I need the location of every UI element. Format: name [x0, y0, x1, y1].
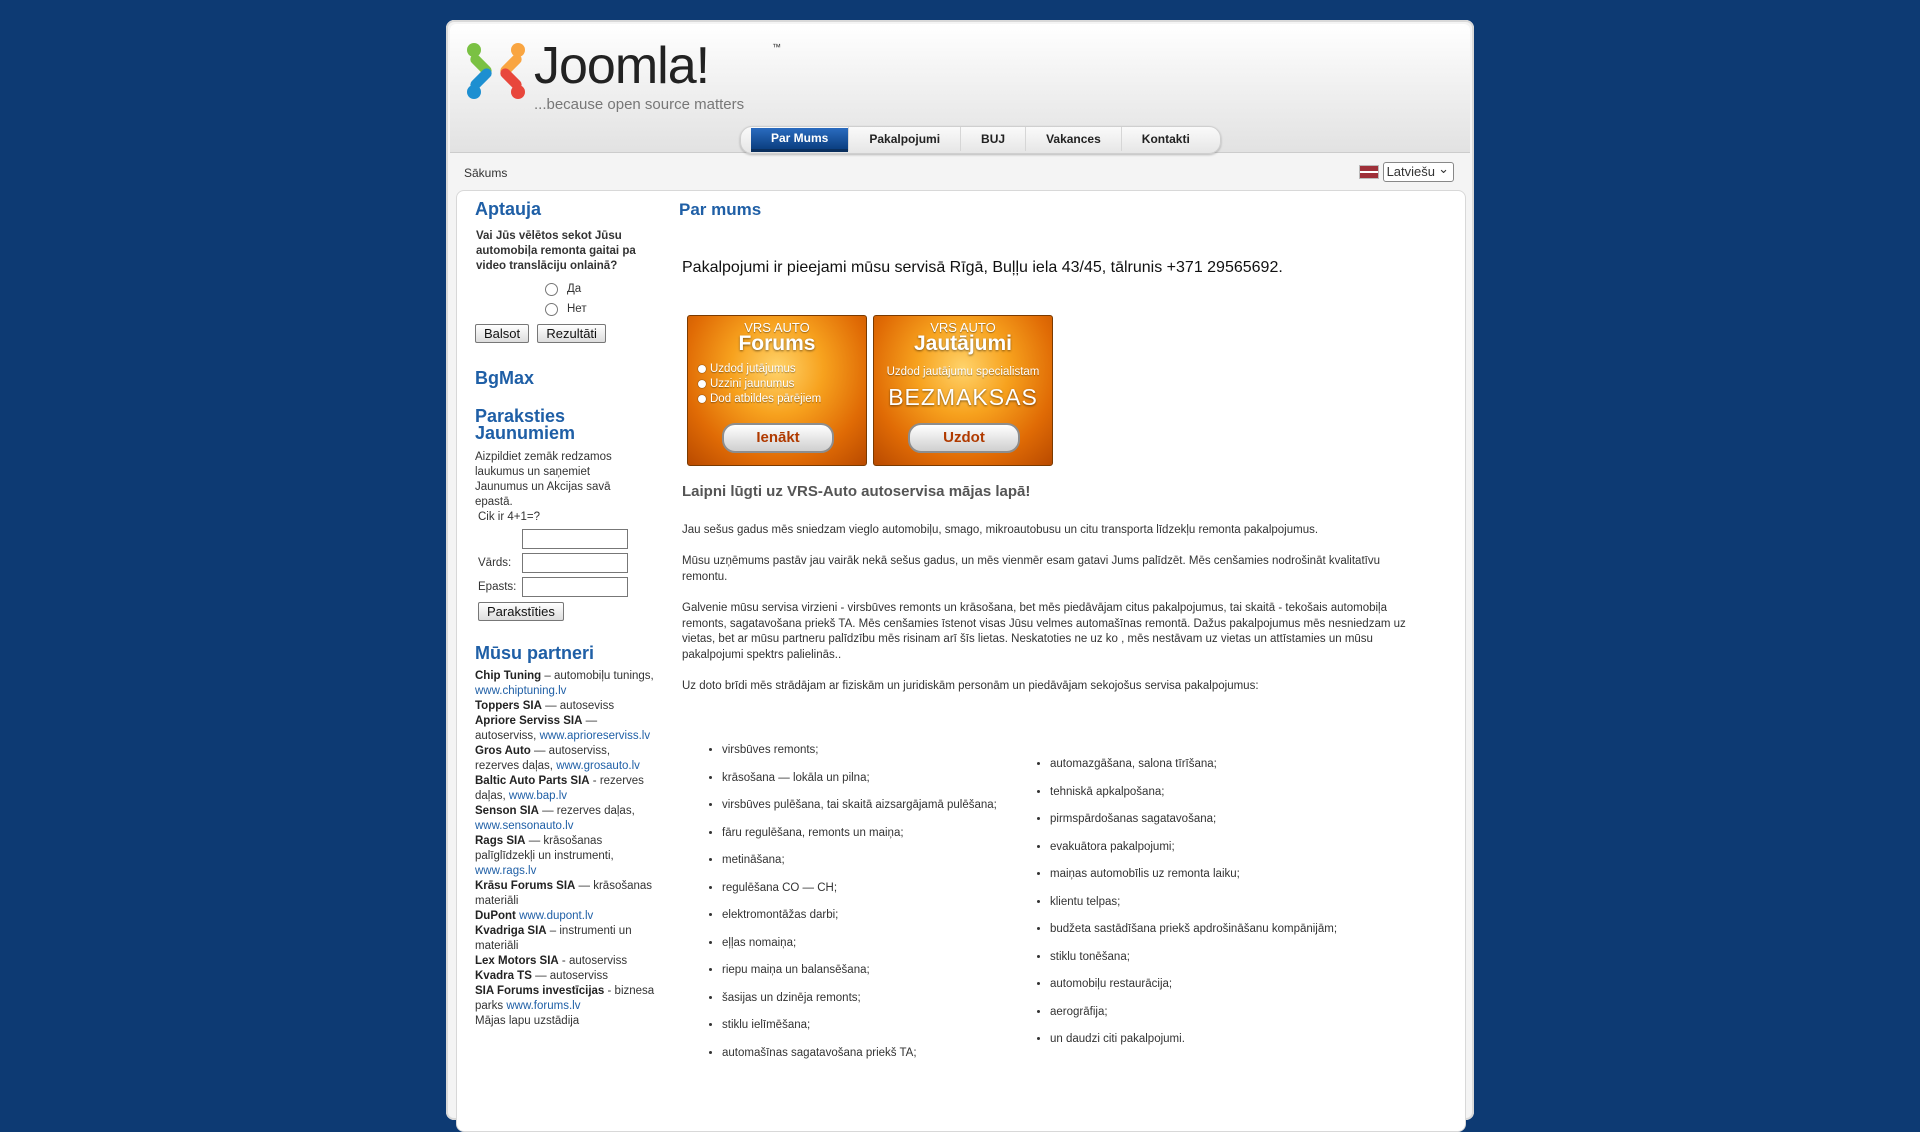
partner-item: [475, 924, 655, 954]
nav-item-buj[interactable]: BUJ: [960, 127, 1025, 151]
radio-button[interactable]: [545, 283, 558, 296]
main-content: [679, 197, 1439, 1059]
partner-item: [475, 879, 655, 909]
partner-link[interactable]: www.bap.lv: [508, 790, 568, 802]
paragraph: Jau sešus gadus mēs sniedzam vieglo automobiļu, smago, mikroautobusu un citu transporta līdzekļu remonta pakalpojumus.: [682, 524, 1319, 536]
partner-description: — autoserviss: [531, 970, 608, 982]
name-label: Vārds:: [478, 556, 512, 569]
service-item: • automobiļu restaurācija;: [1050, 977, 1470, 992]
service-item: • klientu telpas;: [1050, 895, 1470, 910]
banner-bullet: Uzzini jaunumus: [698, 377, 866, 392]
service-item: • krāsošana — lokāla un pilna;: [722, 771, 1052, 786]
banner-brand: VRS AUTO: [930, 320, 996, 335]
banner-free: BEZMAKSAS: [888, 384, 1038, 410]
partner-description: - rezerves daļas,: [475, 775, 644, 802]
paragraph: Galvenie mūsu servisa virzieni - virsbūves remonts un krāsošana, bet mēs piedāvājam citus pakalpojumus, tai skaitā - tekošais automobiļa remonts, sagatavošana priekš TA. Mēs cenšamies īstenot visas Jūsu velmes automašīnas remontā. Dažus pakalpojumus mēs nesniedzam uz vietas, bet ar mūsu partneru palīdzību mēs risinam arī šīs lietas. Neskatoties ne uz ko , mēs nestāvam uz vietas un attīstamies un mūsu pakalpojumi spektrs palielinās..: [682, 602, 1406, 661]
forum-banner[interactable]: [687, 315, 867, 466]
poll-option-2[interactable]: [545, 302, 657, 317]
services-list-left: [679, 743, 1052, 1073]
partners-title: Mūsu partneri: [475, 643, 595, 663]
partner-description: - autoserviss: [558, 955, 628, 967]
banner-title: Forums: [738, 332, 816, 355]
partners-list: [475, 669, 655, 1014]
service-item: • virsbūves remonts;: [722, 743, 1052, 758]
partner-description: — autoserviss,: [475, 715, 598, 742]
partner-item: [475, 699, 655, 714]
partner-link[interactable]: www.dupont.lv: [519, 910, 594, 922]
banner-bullet: Dod atbildes pārējiem: [698, 392, 866, 407]
paragraph: Mūsu uzņēmums pastāv jau vairāk nekā sešus gadus, un mēs vienmēr esam gatavi Jums palīdzēt. Mēs cenšamies nodrošināt kvalitatīvu remontu.: [682, 555, 1380, 583]
partner-link[interactable]: www.forums.lv: [506, 1000, 581, 1012]
partner-item: [475, 969, 655, 984]
partner-name: Gros Auto: [475, 745, 531, 757]
service-item: • virsbūves pulēšana, tai skaitā aizsargājamā pulēšana;: [722, 798, 1052, 813]
partner-item: [475, 744, 655, 774]
partner-name: Kvadriga SIA: [475, 925, 547, 937]
partner-name: SIA Forums investīcijas: [475, 985, 605, 997]
captcha-input[interactable]: [522, 529, 628, 549]
partner-item: [475, 984, 655, 1014]
content-area: [456, 190, 1466, 1132]
partner-item: [475, 804, 655, 834]
vote-button[interactable]: Balsot: [475, 324, 529, 343]
partner-description: – instrumenti un materiāli: [475, 925, 632, 952]
newsletter-title: Paraksties Jaunumiem: [475, 406, 576, 443]
nav-item-kontakti[interactable]: Kontakti: [1121, 127, 1210, 151]
poll-option-label: Да: [567, 283, 582, 295]
partner-item: [475, 774, 655, 804]
partner-description: – automobiļu tunings,: [541, 670, 654, 682]
logo-trademark: ™: [772, 42, 781, 52]
partner-link[interactable]: www.sensonauto.lv: [475, 820, 574, 832]
bgmax-title: BgMax: [475, 368, 535, 388]
partner-item: [475, 834, 655, 879]
joomla-logo[interactable]: [464, 36, 784, 122]
services-list-right: [1007, 757, 1470, 1060]
service-item: • automazgāšana, salona tīrīšana;: [1050, 757, 1470, 772]
radio-button[interactable]: [545, 303, 558, 316]
service-item: • aerogrāfija;: [1050, 1005, 1470, 1020]
partner-description: — autoseviss: [541, 700, 615, 712]
email-input[interactable]: [522, 577, 628, 597]
captcha-label: Cik ir 4+1=?: [478, 511, 541, 523]
latvia-flag-icon: [1359, 165, 1379, 179]
service-item: • šasijas un dzinēja remonts;: [722, 991, 1052, 1006]
main-nav: [740, 126, 1221, 154]
partner-name: Toppers SIA: [475, 700, 542, 712]
service-item: • metināšana;: [722, 853, 1052, 868]
logo-tagline: ...because open source matters: [534, 96, 745, 113]
logo-wordmark: Joomla!: [534, 37, 710, 95]
partners-footer: Mājas lapu uzstādija: [475, 1015, 580, 1027]
partner-item: [475, 714, 655, 744]
partner-name: Chip Tuning: [475, 670, 542, 682]
service-item: • elektromontāžas darbi;: [722, 908, 1052, 923]
partner-item: [475, 954, 655, 969]
partner-name: Baltic Auto Parts SIA: [475, 775, 590, 787]
service-item: • stiklu ielīmēšana;: [722, 1018, 1052, 1033]
language-select[interactable]: Latviešu ⌄: [1383, 162, 1454, 182]
page-title: Par mums: [679, 200, 762, 219]
language-switcher: [1359, 162, 1454, 182]
service-item: • regulēšana CO — CH;: [722, 881, 1052, 896]
service-item: • eļļas nomaiņa;: [722, 936, 1052, 951]
partner-name: Kvadra TS: [475, 970, 532, 982]
breadcrumb[interactable]: Sākums: [464, 166, 508, 180]
name-input[interactable]: [522, 553, 628, 573]
banner-line: Uzdod jautājumu specialistam: [886, 366, 1040, 378]
service-item: • stiklu tonēšana;: [1050, 950, 1470, 965]
partner-description: — autoserviss, rezerves daļas,: [475, 745, 611, 772]
service-item: • tehniskā apkalpošana;: [1050, 785, 1470, 800]
partner-item: [475, 669, 655, 699]
banner-brand: VRS AUTO: [744, 320, 810, 335]
poll-option-1[interactable]: [545, 282, 657, 297]
forum-enter-button[interactable]: Ienākt: [722, 423, 834, 453]
partner-name: DuPont: [475, 910, 516, 922]
ask-button[interactable]: Uzdot: [908, 423, 1020, 453]
service-item: • fāru regulēšana, remonts un maiņa;: [722, 826, 1052, 841]
partner-name: Lex Motors SIA: [475, 955, 559, 967]
partner-link[interactable]: www.rags.lv: [475, 865, 537, 877]
nav-item-vakances[interactable]: Vakances: [1025, 127, 1121, 151]
partner-description: — krāsošanas palīglīdzekļi un instrumenti,: [475, 835, 614, 862]
service-item: • riepu maiņa un balansēšana;: [722, 963, 1052, 978]
poll-question: Vai Jūs vēlētos sekot Jūsu automobiļa remonta gaitai pa video translāciju onlainā?: [476, 230, 636, 272]
nav-item-pakalpojumi[interactable]: Pakalpojumi: [848, 127, 960, 151]
welcome-heading: Laipni lūgti uz VRS-Auto autoservisa mājas lapā!: [682, 483, 1031, 500]
lead-text: Pakalpojumi ir pieejami mūsu servisā Rīgā, Buļļu iela 43/45, tālrunis +371 29565692.: [682, 259, 1283, 276]
service-item: • un daudzi citi pakalpojumi.: [1050, 1032, 1470, 1047]
banner-bullets: [688, 362, 866, 407]
paragraph: Uz doto brīdi mēs strādājam ar fiziskām un juridiskām personām un piedāvājam sekojošus servisa pakalpojumus:: [682, 680, 1259, 692]
partner-link[interactable]: www.aprioreserviss.lv: [539, 730, 651, 742]
partner-name: Apriore Serviss SIA: [475, 715, 583, 727]
service-item: • automašīnas sagatavošana priekš TA;: [722, 1046, 1052, 1061]
joomla-logo-icon: [464, 38, 530, 104]
banner-bullet: Uzdod jutājumus: [698, 362, 866, 377]
partner-description: — krāsošanas materiāli: [475, 880, 653, 907]
partner-name: Krāsu Forums SIA: [475, 880, 576, 892]
newsletter-description: Aizpildiet zemāk redzamos laukumus un saņemiet Jaunumus un Akcijas savā epastā.: [475, 451, 612, 508]
partner-description: — rezerves daļas,: [538, 805, 635, 817]
partner-description: - biznesa parks: [475, 985, 655, 1012]
poll-title: Aptauja: [475, 199, 542, 219]
partner-link[interactable]: www.grosauto.lv: [556, 760, 640, 772]
service-item: • maiņas automobīlis uz remonta laiku;: [1050, 867, 1470, 882]
service-item: • budžeta sastādīšana priekš apdrošināšanu kompānijām;: [1050, 922, 1470, 937]
left-sidebar: [475, 197, 657, 1029]
poll-option-label: Нет: [567, 303, 587, 315]
email-label: Epasts:: [478, 580, 517, 593]
service-item: • pirmspārdošanas sagatavošana;: [1050, 812, 1470, 827]
partner-item: [475, 909, 655, 924]
partner-name: Senson SIA: [475, 805, 539, 817]
service-item: • evakuātora pakalpojumi;: [1050, 840, 1470, 855]
partner-link[interactable]: www.chiptuning.lv: [475, 685, 567, 697]
subscribe-button[interactable]: Parakstīties: [478, 602, 564, 621]
questions-banner[interactable]: [873, 315, 1053, 466]
nav-item-par-mums[interactable]: Par Mums: [751, 128, 848, 152]
partner-name: Rags SIA: [475, 835, 526, 847]
page-wrapper: [446, 20, 1474, 1120]
banner-title: Jautājumi: [913, 332, 1013, 355]
results-button[interactable]: Rezultāti: [537, 324, 606, 343]
